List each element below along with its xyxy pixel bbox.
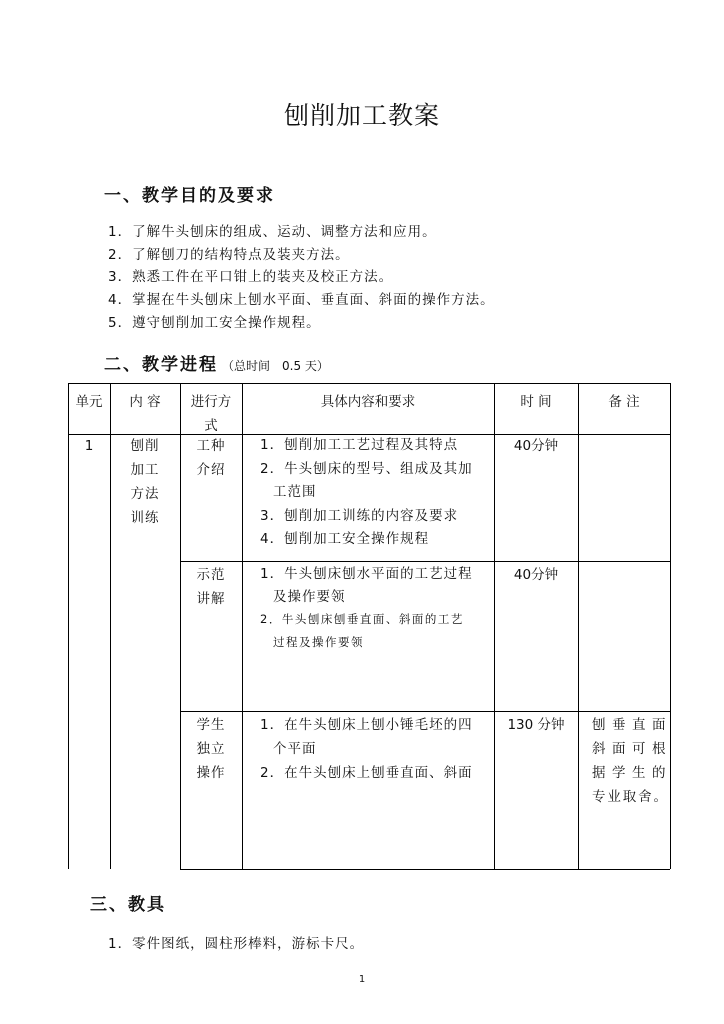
method-cell-3: 学生 独立 操作: [196, 717, 226, 781]
table-border-right: [670, 383, 671, 869]
header-detail: 具体内容和要求: [320, 394, 416, 410]
row-divider-2: [180, 711, 670, 712]
detail-cell-1: 1．刨削加工工艺过程及其特点 2．牛头刨床的型号、组成及其加 工范围 3．刨削加工训练的内容及要求 4．刨削加工安全操作规程: [260, 437, 473, 547]
detail-cell-3: 1．在牛头刨床上刨小锤毛坯的四 个平面 2．在牛头刨床上刨垂直面、斜面: [260, 717, 473, 781]
method-cell-2: 示范 讲解: [196, 567, 226, 607]
remark-cell-3: 刨垂直面 斜面可根 据学生的 专业取舍。: [592, 717, 668, 805]
content-cell: 刨削 加工 方法 训练: [130, 438, 160, 526]
time-cell-1: 40分钟: [513, 438, 559, 454]
section-2-heading: [104, 350, 329, 375]
section-2-title: 二、教学进程: [104, 355, 218, 375]
table-border-top: [68, 383, 670, 384]
header-method: 进行方 式: [190, 394, 232, 434]
method-cell-1: 工种 介绍: [196, 438, 226, 478]
header-time: 时 间: [520, 394, 552, 410]
time-cell-2: 40分钟: [513, 567, 559, 583]
header-remark: 备 注: [608, 394, 640, 410]
objective-item-1: 1．了解牛头刨床的组成、运动、调整方法和应用。: [108, 224, 437, 240]
time-cell-3: 130 分钟: [507, 717, 565, 733]
objective-item-3: 3．熟悉工件在平口钳上的装夹及校正方法。: [108, 269, 394, 285]
page-number: 1: [358, 974, 366, 985]
page-title: 刨削加工教案: [283, 101, 440, 130]
col-divider-time: [578, 383, 579, 869]
section-3-heading: 三、教具: [90, 895, 166, 915]
unit-number: 1: [84, 438, 94, 454]
detail-cell-2: 1．牛头刨床刨水平面的工艺过程 及操作要领 2．牛头刨床刨垂直面、斜面的工艺 过程及操作要领: [260, 566, 473, 649]
teaching-aids-item-1: 1．零件图纸，圆柱形棒料，游标卡尺。: [108, 936, 365, 952]
header-unit: 单元: [75, 394, 103, 410]
objective-item-5: 5．遵守刨削加工安全操作规程。: [108, 315, 321, 331]
header-content: 内 容: [129, 394, 161, 410]
col-divider-method: [242, 383, 243, 869]
row-divider-1: [180, 561, 670, 562]
section-1-heading: 一、教学目的及要求: [104, 186, 275, 206]
table-border-bottom: [180, 869, 670, 870]
total-time-note: （总时间 0.5 天）: [222, 359, 329, 373]
objective-item-4: 4．掌握在牛头刨床上刨水平面、垂直面、斜面的操作方法。: [108, 292, 495, 308]
objective-item-2: 2．了解刨刀的结构特点及装夹方法。: [108, 247, 350, 263]
